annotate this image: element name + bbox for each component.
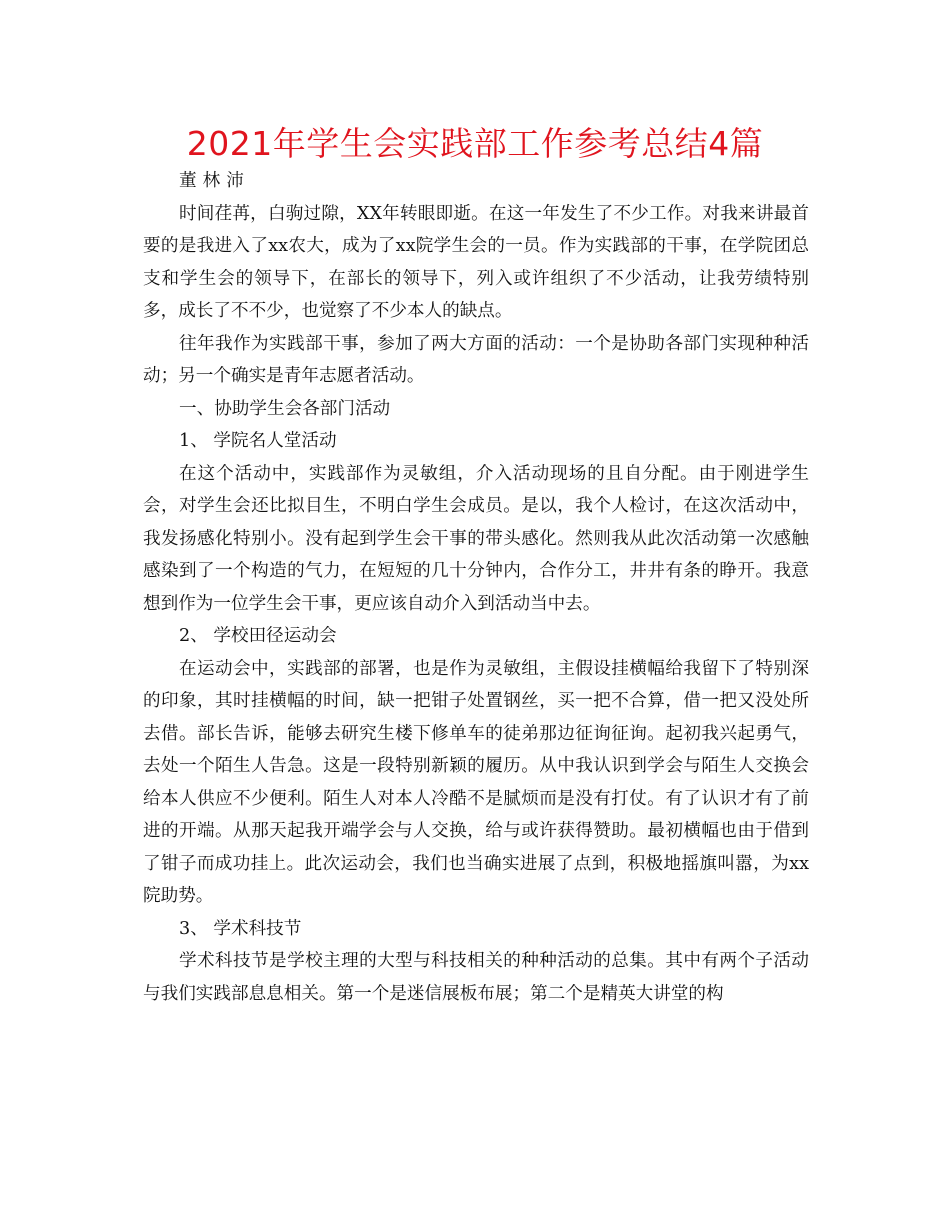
subheading-3: 3、 学术科技节 <box>179 918 302 939</box>
section-heading-1: 一、协助学生会各部门活动 <box>179 398 391 419</box>
document-body <box>143 165 809 1010</box>
paragraph-intro: 时间荏苒，白驹过隙，XX年转眼即逝。在这一年发生了不少工作。对我来讲最首要的是我进入了xx农大，成为了xx院学生会的一员。作为实践部的干事，在学院团总支和学生会的领导下，在部长的领导下，列入或许组织了不少活动，让我劳绩特别多，成长了不不少，也觉察了不少本人的缺点。 <box>143 203 809 321</box>
subheading-2: 2、 学校田径运动会 <box>179 626 337 646</box>
paragraph-overview: 往年我作为实践部干事，参加了两大方面的活动：一个是协助各部门实现种种活动；另一个确实是青年志愿者活动。 <box>143 333 809 386</box>
paragraph-science-festival: 学术科技节是学校主理的大型与科技相关的种种活动的总集。其中有两个子活动与我们实践部息息相关。第一个是迷信展板布展；第二个是精英大讲堂的构 <box>143 951 809 1004</box>
paragraph-sports-meet: 在运动会中，实践部的部署，也是作为灵敏组，主假设挂横幅给我留下了特别深的印象，其时挂横幅的时间，缺一把钳子处置钢丝，买一把不合算，借一把又没处所去借。部长告诉，能够去研究生楼下修单车的徒弟那边征询征询。起初我兴起勇气，去处一个陌生人告急。这是一段特别新颖的履历。从中我认识到学会与陌生人交换会给本人供应不少便利。陌生人对本人冷酷不是腻烦而是没有打仗。有了认识才有了前进的开端。从那天起我开端学会与人交换，给与或许获得赞助。最初横幅也由于借到了钳子而成功挂上。此次运动会，我们也当确实进展了点到，积极地摇旗叫嚣，为xx院助势。 <box>143 658 809 906</box>
author-name: 董林沛 <box>179 171 250 191</box>
paragraph-hall-of-fame: 在这个活动中，实践部作为灵敏组，介入活动现场的且自分配。由于刚进学生会，对学生会还比拟目生，不明白学生会成员。是以，我个人检讨，在这次活动中，我发扬感化特别小。没有起到学生会干事的带头感化。然则我从此次活动第一次感触感染到了一个构造的气力，在短短的几十分钟内，合作分工，井井有条的睁开。我意想到作为一位学生会干事，更应该自动介入到活动当中去。 <box>143 463 809 614</box>
document-title: 2021年学生会实践部工作参考总结4篇 <box>186 124 764 163</box>
subheading-1: 1、 学院名人堂活动 <box>179 431 337 451</box>
